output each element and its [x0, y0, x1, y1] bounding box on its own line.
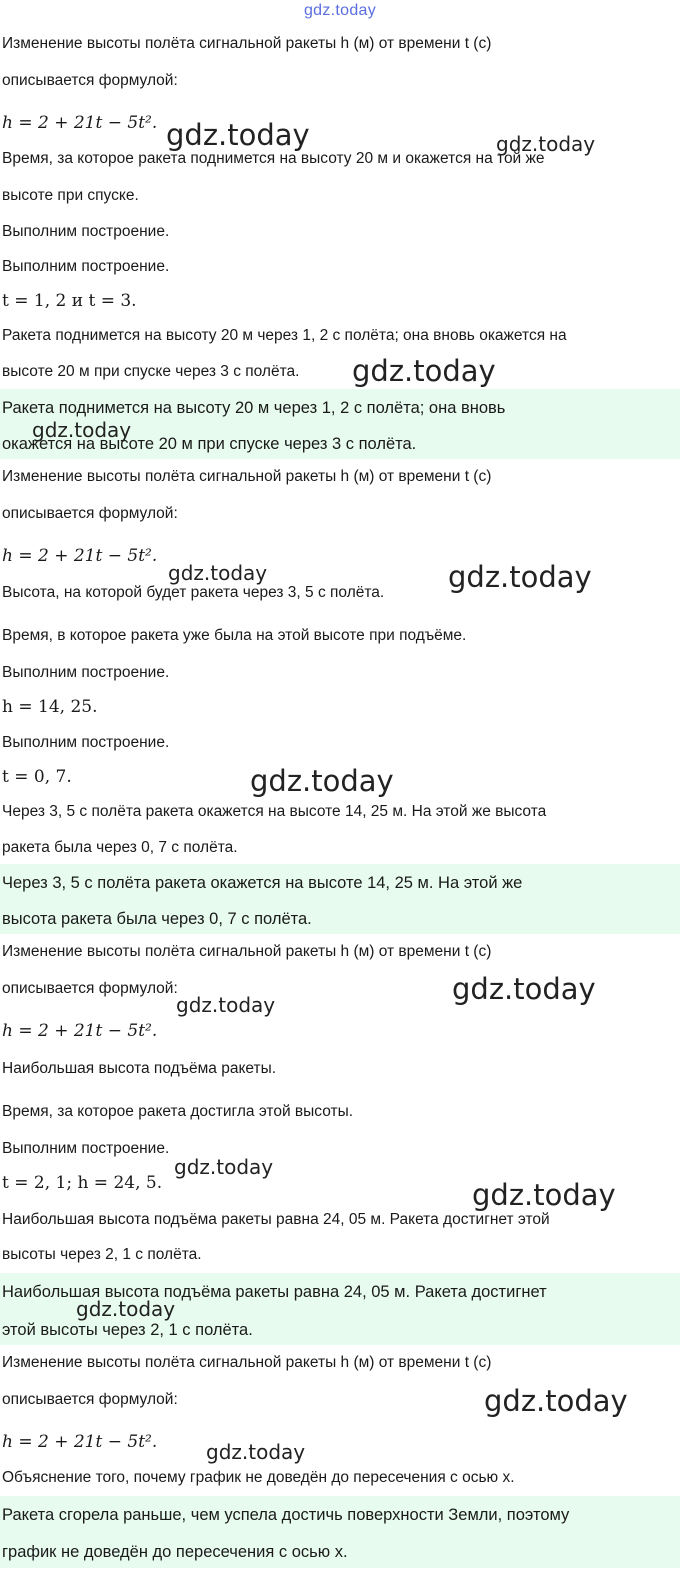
- conclusion-text: ракета была через 0, 7 с полёта.: [2, 839, 238, 856]
- step-text: Выполним построение.: [2, 1140, 170, 1157]
- result-text: t = 2, 1; h = 24, 5.: [2, 1173, 163, 1193]
- answer-text: высота ракета была через 0, 7 с полёта.: [2, 910, 312, 928]
- watermark: gdz.today: [32, 418, 132, 442]
- condition-text: Изменение высоты полёта сигнальной ракеты h (м) от времени t (с): [2, 35, 492, 52]
- condition-text: Изменение высоты полёта сигнальной ракеты h (м) от времени t (с): [2, 943, 492, 960]
- watermark: gdz.today: [352, 354, 496, 388]
- watermark: gdz.today: [496, 132, 596, 156]
- watermark: gdz.today: [472, 1178, 616, 1212]
- answer-text: график не доведён до пересечения с осью x.: [2, 1543, 348, 1561]
- watermark: gdz.today: [174, 1155, 274, 1179]
- watermark: gdz.today: [250, 764, 394, 798]
- condition-text: Изменение высоты полёта сигнальной ракеты h (м) от времени t (с): [2, 468, 492, 485]
- formula: h = 2 + 21t − 5t².: [2, 1432, 158, 1452]
- step-text: Выполним построение.: [2, 664, 170, 681]
- watermark: gdz.today: [76, 1297, 176, 1321]
- step-text: Выполним построение.: [2, 223, 170, 240]
- watermark: gdz.today: [484, 1384, 628, 1418]
- question-text: Время, за которое ракета поднимется на высоту 20 м и окажется на той же: [2, 150, 545, 167]
- watermark: gdz.today: [206, 1440, 306, 1464]
- result-text: h = 14, 25.: [2, 697, 98, 717]
- condition-text: описывается формулой:: [2, 72, 178, 89]
- conclusion-text: Ракета поднимется на высоту 20 м через 1, 2 с полёта; она вновь окажется на: [2, 327, 567, 344]
- question-text: Наибольшая высота подъёма ракеты.: [2, 1060, 277, 1077]
- answer-text: Через 3, 5 с полёта ракета окажется на высоте 14, 25 м. На этой же: [2, 874, 523, 892]
- question-text: Высота, на которой будет ракета через 3, 5 с полёта.: [2, 584, 385, 601]
- condition-text: описывается формулой:: [2, 505, 178, 522]
- watermark: gdz.today: [176, 993, 276, 1017]
- formula: h = 2 + 21t − 5t².: [2, 1021, 158, 1041]
- question-text: Время, за которое ракета достигла этой высоты.: [2, 1103, 354, 1120]
- watermark: gdz.today: [166, 118, 310, 152]
- answer-box: [0, 1496, 680, 1568]
- answer-text: Наибольшая высота подъёма ракеты равна 24, 05 м. Ракета достигнет: [2, 1283, 547, 1301]
- question-text: Время, в которое ракета уже была на этой высоте при подъёме.: [2, 627, 467, 644]
- answer-text: этой высоты через 2, 1 с полёта.: [2, 1321, 253, 1339]
- watermark: gdz.today: [168, 561, 268, 585]
- answer-box: [0, 389, 680, 459]
- answer-box: [0, 864, 680, 934]
- condition-text: Изменение высоты полёта сигнальной ракеты h (м) от времени t (с): [2, 1354, 492, 1371]
- answer-text: Ракета поднимется на высоту 20 м через 1, 2 с полёта; она вновь: [2, 399, 506, 417]
- conclusion-text: высоте 20 м при спуске через 3 с полёта.: [2, 363, 300, 380]
- conclusion-text: Наибольшая высота подъёма ракеты равна 24, 05 м. Ракета достигнет этой: [2, 1211, 550, 1228]
- condition-text: описывается формулой:: [2, 1391, 178, 1408]
- site-header[interactable]: gdz.today: [303, 2, 377, 19]
- question-text: высоте при спуске.: [2, 187, 139, 204]
- step-text: Выполним построение.: [2, 258, 170, 275]
- step-text: Выполним построение.: [2, 734, 170, 751]
- answer-text: Ракета сгорела раньше, чем успела достичь поверхности Земли, поэтому: [2, 1506, 570, 1524]
- question-text: Объяснение того, почему график не доведён до пересечения с осью x.: [2, 1469, 515, 1486]
- condition-text: описывается формулой:: [2, 980, 178, 997]
- formula: h = 2 + 21t − 5t².: [2, 113, 158, 133]
- result-text: t = 0, 7.: [2, 767, 72, 787]
- answer-box: [0, 1273, 680, 1345]
- conclusion-text: Через 3, 5 с полёта ракета окажется на высоте 14, 25 м. На этой же высота: [2, 803, 547, 820]
- formula: h = 2 + 21t − 5t².: [2, 546, 158, 566]
- watermark: gdz.today: [448, 560, 592, 594]
- answer-text: окажется на высоте 20 м при спуске через 3 с полёта.: [2, 435, 417, 453]
- watermark: gdz.today: [452, 972, 596, 1006]
- result-text: t = 1, 2 и t = 3.: [2, 291, 137, 311]
- conclusion-text: высоты через 2, 1 с полёта.: [2, 1246, 202, 1263]
